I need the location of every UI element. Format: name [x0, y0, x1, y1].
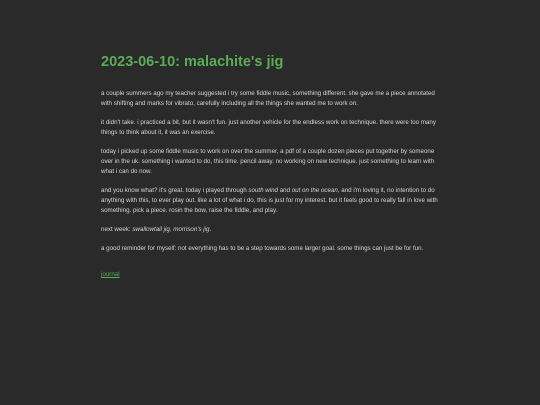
paragraph-3: today i picked up some fiddle music to work on over the summer, a pdf of a couple dozen pieces put together by someone over in the uk. something i wanted to do, this time. pencil away. no working on new technique. just something to learn with what i can do now.: [101, 148, 435, 176]
tune-title-morrisons-jig: morrison's jig: [173, 226, 210, 234]
tag-link-journal[interactable]: journal: [101, 271, 120, 279]
paragraph-4-text-c: , and i'm loving it, no intention to do anything with this, to ever play out. like a lot of what i do, this is just for my interest. but it feels good to really fall in love with something. pick a piece. rosin the bow, raise the fiddle, and play.: [101, 187, 438, 215]
tune-title-swallowtail-jig: swallowtail jig: [132, 226, 170, 234]
paragraph-4-text-b: and: [277, 187, 292, 195]
paragraph-4-text-a: and you know what? it's great. today i played through: [101, 187, 249, 195]
paragraph-5-prefix: next week:: [101, 226, 133, 234]
paragraph-5-suffix: .: [209, 226, 212, 234]
paragraph-5-separator: ,: [169, 226, 174, 234]
paragraph-4: [101, 186, 439, 216]
paragraph-5: [101, 225, 439, 235]
paragraph-1: a couple summers ago my teacher suggested i try some fiddle music, something different. she gave me a piece annotated with shifting and marks for vibrato, carefully including all the things she wanted me to work on.: [101, 90, 435, 108]
tune-title-out-on-the-ocean: out on the ocean: [291, 187, 338, 195]
post-title: 2023-06-10: malachite's jig: [101, 54, 284, 70]
paragraph-6: a good reminder for myself: not everything has to be a step towards some larger goal. some things can just be for fun.: [101, 245, 424, 253]
post-container: [101, 54, 439, 281]
tune-title-south-wind: south wind: [248, 187, 278, 195]
paragraph-2: it didn't take. i practiced a bit, but it wasn't fun. just another vehicle for the endless work on technique. there were too many things to think about it, it was an exercise.: [101, 119, 436, 137]
